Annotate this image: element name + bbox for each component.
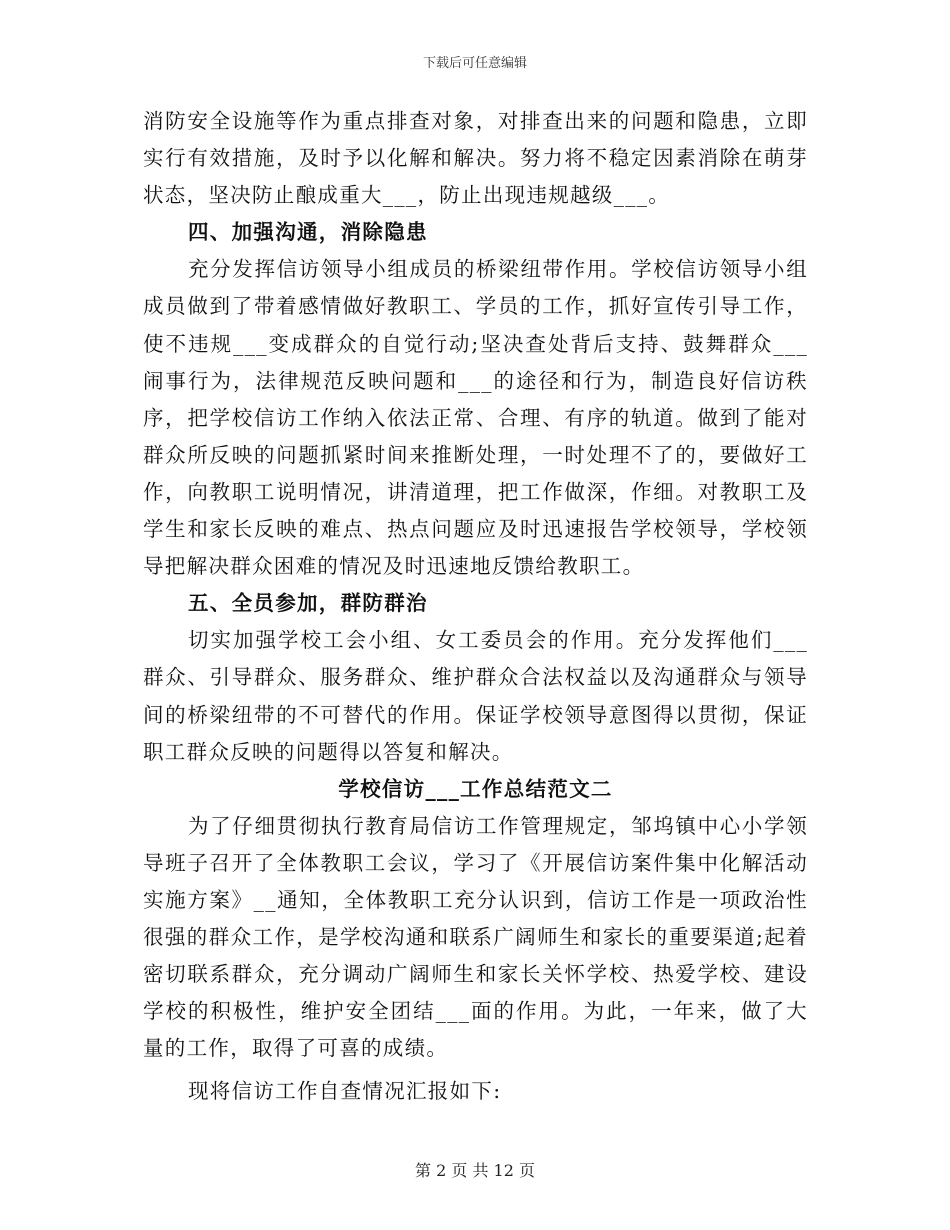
- page-header-note: 下载后可任意编辑: [422, 56, 527, 71]
- page-number: 第 2 页 共 12 页: [415, 1161, 535, 1180]
- document-section-title: 学校信访___工作总结范文二: [338, 776, 613, 801]
- paragraph-report: 现将信访工作自查情况汇报如下:: [188, 1079, 502, 1104]
- paragraph-intro: 为了仔细贯彻执行教育局信访工作管理规定，邹坞镇中心小学领导班子召开了全体教职工会议，学习了《开展信访案件集中化解活动实施方案》__通知，全体教职工充分认识到，信访工作是一项政治性很强的群众工作，是学校沟通和联系广阔师生和家长的重要渠道;起着密切联系群众，充分调动广阔师生和家长关怀学校、热爱学校、建设学校的积极性，维护安全团结___面的作用。为此，一年来，做了大量的工作，取得了可喜的成绩。: [143, 813, 808, 1061]
- section-heading-four: 四、加强沟通，消除隐患: [188, 220, 428, 245]
- paragraph-participation: 切实加强学校工会小组、女工委员会的作用。充分发挥他们___群众、引导群众、服务群众、维护群众合法权益以及沟通群众与领导间的桥梁纽带的不可替代的作用。保证学校领导意图得以贯彻，保证职工群众反映的问题得以答复和解决。: [143, 628, 808, 764]
- paragraph-communication: 充分发挥信访领导小组成员的桥梁纽带作用。学校信访领导小组成员做到了带着感情做好教职工、学员的工作，抓好宣传引导工作，使不违规___变成群众的自觉行动;坚决查处背后支持、鼓舞群众___闹事行为，法律规范反映问题和___的途径和行为，制造良好信访秩序，把学校信访工作纳入依法正常、合理、有序的轨道。做到了能对群众所反映的问题抓紧时间来推断处理，一时处理不了的，要做好工作，向教职工说明情况，讲清道理，把工作做深，作细。对教职工及学生和家长反映的难点、热点问题应及时迅速报告学校领导，学校领导把解决群众困难的情况及时迅速地反馈给教职工。: [143, 257, 808, 579]
- paragraph-continued: 消防安全设施等作为重点排查对象，对排查出来的问题和隐患，立即实行有效措施，及时予以化解和解决。努力将不稳定因素消除在萌芽状态，坚决防止酿成重大___，防止出现违规越级___。: [143, 109, 808, 208]
- document-body: [143, 103, 808, 1111]
- section-heading-five: 五、全员参加，群防群治: [188, 591, 428, 616]
